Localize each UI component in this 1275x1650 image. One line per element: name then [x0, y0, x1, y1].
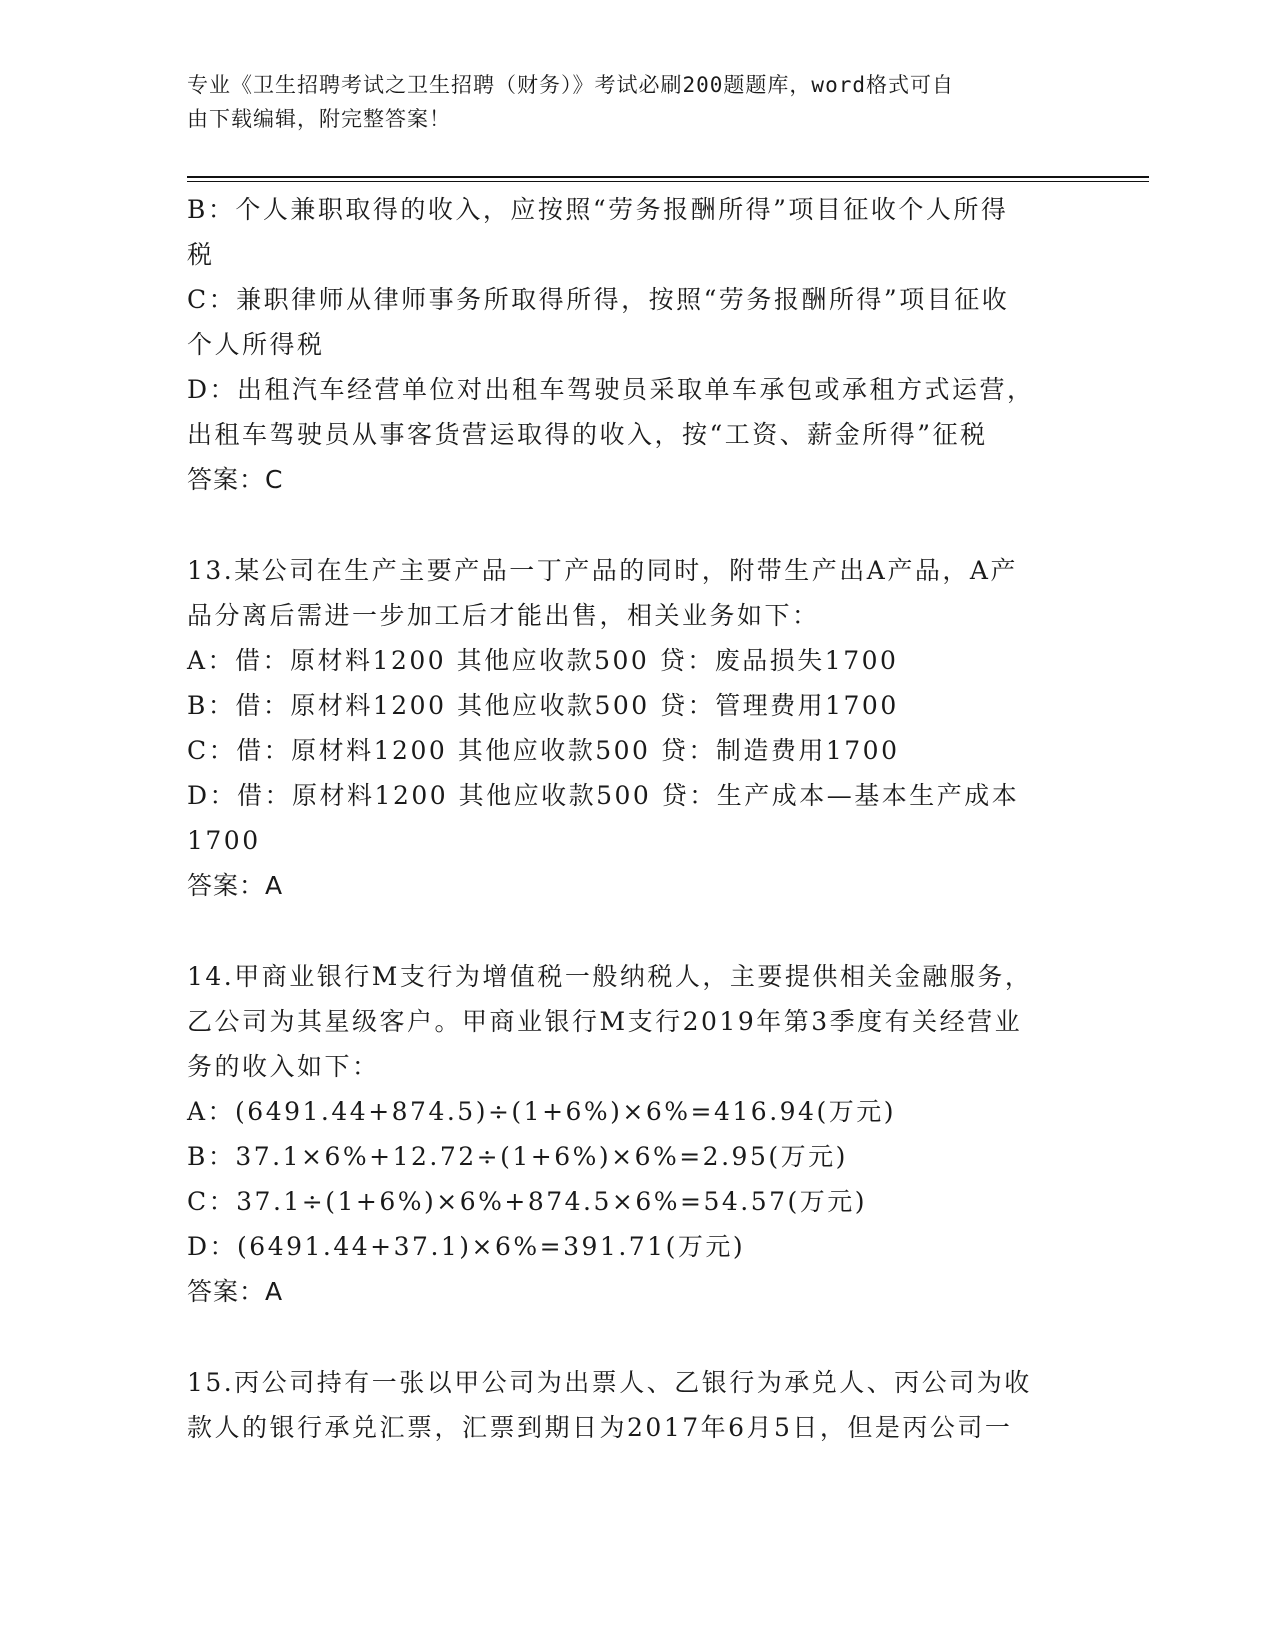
spacer: [187, 502, 1087, 548]
stem-line-1: 15.丙公司持有一张以甲公司为出票人、乙银行为承兑人、丙公司为收: [187, 1368, 1032, 1397]
stem-line-1: 13.某公司在生产主要产品一丁产品的同时，附带生产出A产品，A产: [187, 556, 1018, 585]
option-b-line-1: B：个人兼职取得的收入，应按照“劳务报酬所得”项目征收个人所得: [187, 195, 1009, 224]
option-a: A：借：原材料1200 其他应收款500 贷：废品损失1700: [187, 646, 899, 675]
option-d-line-2: 出租车驾驶员从事客货营运取得的收入，按“工资、薪金所得”征税: [187, 420, 988, 449]
answer-13: 答案：A: [187, 871, 284, 900]
question-13: [187, 548, 1087, 908]
stem-line-2: 款人的银行承兑汇票，汇票到期日为2017年6月5日，但是丙公司一: [187, 1413, 1013, 1442]
option-d-line-2: 1700: [187, 826, 261, 855]
option-b-line-2: 税: [187, 240, 215, 269]
document-body: [187, 187, 1087, 1450]
header-line-1: 专业《卫生招聘考试之卫生招聘（财务）》考试必刷200题题库，word格式可自: [187, 73, 954, 97]
option-d-line-1: D：出租汽车经营单位对出租车驾驶员采取单车承包或承租方式运营，: [187, 375, 1035, 404]
option-b: B：借：原材料1200 其他应收款500 贷：管理费用1700: [187, 691, 899, 720]
header-divider-thick: [187, 176, 1149, 178]
stem-line-3: 务的收入如下：: [187, 1052, 380, 1081]
header-divider-thin: [187, 181, 1149, 182]
document-header: [187, 68, 1067, 136]
answer-12: 答案：C: [187, 465, 284, 494]
stem-line-2: 品分离后需进一步加工后才能出售，相关业务如下：: [187, 601, 820, 630]
question-15: [187, 1360, 1087, 1450]
question-14: [187, 954, 1087, 1314]
answer-14: 答案：A: [187, 1277, 284, 1306]
option-a: A：(6491.44+874.5)÷(1+6%)×6%=416.94(万元): [187, 1097, 896, 1126]
option-c-line-2: 个人所得税: [187, 330, 325, 359]
option-c: C：借：原材料1200 其他应收款500 贷：制造费用1700: [187, 736, 900, 765]
option-d-line-1: D：借：原材料1200 其他应收款500 贷：生产成本—基本生产成本: [187, 781, 1020, 810]
option-c-line-1: C：兼职律师从律师事务所取得所得，按照“劳务报酬所得”项目征收: [187, 285, 1010, 314]
option-d: D：(6491.44+37.1)×6%=391.71(万元): [187, 1232, 746, 1261]
header-line-2: 由下载编辑，附完整答案！: [187, 107, 451, 131]
stem-line-2: 乙公司为其星级客户。甲商业银行M支行2019年第3季度有关经营业: [187, 1007, 1023, 1036]
spacer: [187, 1314, 1087, 1360]
option-b: B：37.1×6%+12.72÷(1+6%)×6%=2.95(万元): [187, 1142, 848, 1171]
option-c: C：37.1÷(1+6%)×6%+874.5×6%=54.57(万元): [187, 1187, 868, 1216]
question-12: [187, 187, 1087, 502]
spacer: [187, 908, 1087, 954]
stem-line-1: 14.甲商业银行M支行为增值税一般纳税人，主要提供相关金融服务，: [187, 962, 1033, 991]
